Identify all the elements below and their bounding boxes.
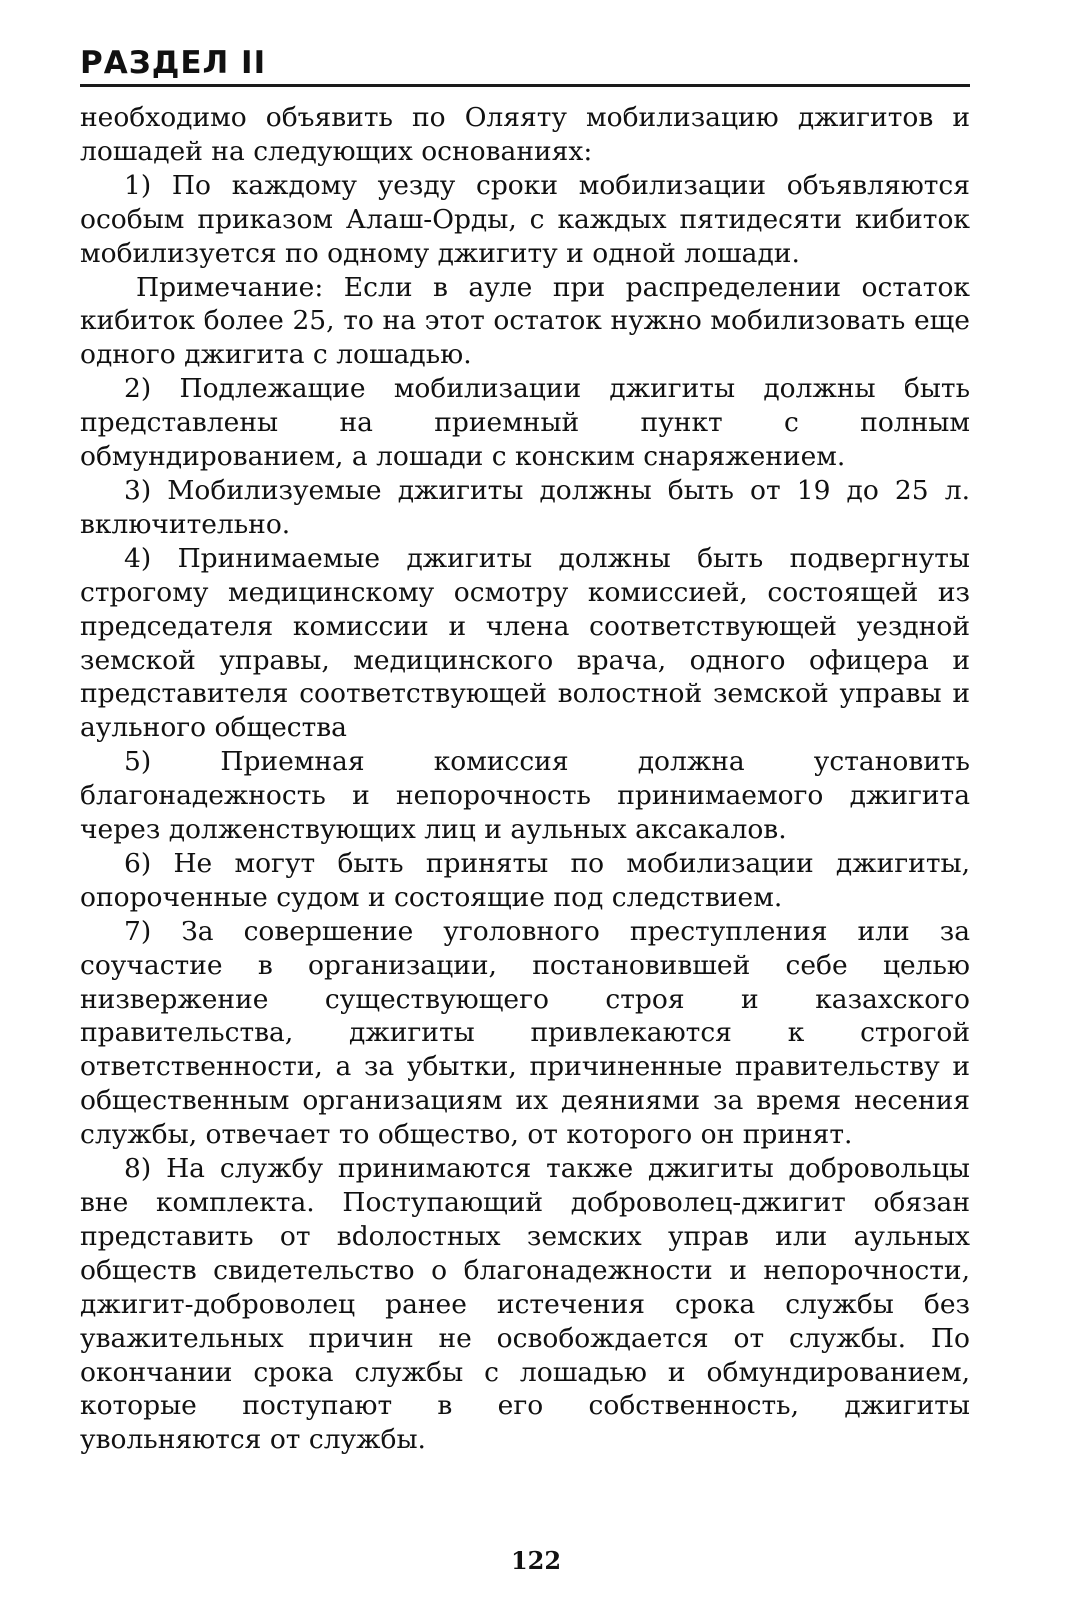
paragraph-item-5: 5) Приемная комиссия должна установить благонадежность и непорочность принимаемого джигита через долженствующих лиц и аульных аксакалов. [80,746,970,846]
section-title: РАЗДЕЛ II [80,45,267,81]
paragraph-item-3: 3) Мобилизуемые джигиты должны быть от 19 до 25 л. включительно. [80,474,970,540]
paragraph-item-7: 7) За совершение уголовного преступления или за соучастие в организации, постановившей себе целью низвержение существующего строя и казахского правительства, джигиты привлекаются к строгой ответственности, а за убытки, причиненные правительству и общественным организациям их деяниями за время несения службы, отвечает то общество, от которого он принят. [80,915,970,1151]
paragraph-item-1: 1) По каждому уезду сроки мобилизации объявляются особым приказом Алаш-Орды, с каждых пятидесяти кибиток мобилизуется по одному джигиту и одной лошади. [80,169,970,269]
paragraph-note: Примечание: Если в ауле при распределении остаток кибиток более 25, то на этот остаток нужно мобилизовать еще одного джигита с лошадью. [80,271,970,371]
page-number: 122 [510,1546,562,1575]
paragraph-item-2: 2) Подлежащие мобилизации джигиты должны быть представлены на приемный пункт с полным обмундированием, а лошади с конским снаряжением. [80,373,970,473]
paragraph-item-8: 8) На службу принимаются также джигиты добровольцы вне комплекта. Поступающий доброволец-джигит обязан представить от вdолостных земских управ или аульных обществ свидетельство о благонадежности и непорочности, джигит-доброволец ранее истечения срока службы без уважительных причин не освобождается от службы. По окончании срока службы с лошадью и обмундированием, которые поступают в его собственность, джигиты увольняются от службы. [80,1153,970,1456]
paragraph-item-6: 6) Не могут быть приняты по мобилизации джигиты, опороченные судом и состоящие под следствием. [80,847,970,913]
page [80,44,970,1457]
header-rule [80,84,970,87]
paragraph-item-4: 4) Принимаемые джигиты должны быть подвергнуты строгому медицинскому осмотру комиссией, состоящей из председателя комиссии и члена соответствующей уездной земской управы, медицинского врача, одного офицера и представителя соответствующей волостной земской управы и аульного общества [80,542,970,744]
body-text [80,101,970,1457]
paragraph-intro: необходимо объявить по Оляяту мобилизацию джигитов и лошадей на следующих основаниях: [80,102,970,167]
